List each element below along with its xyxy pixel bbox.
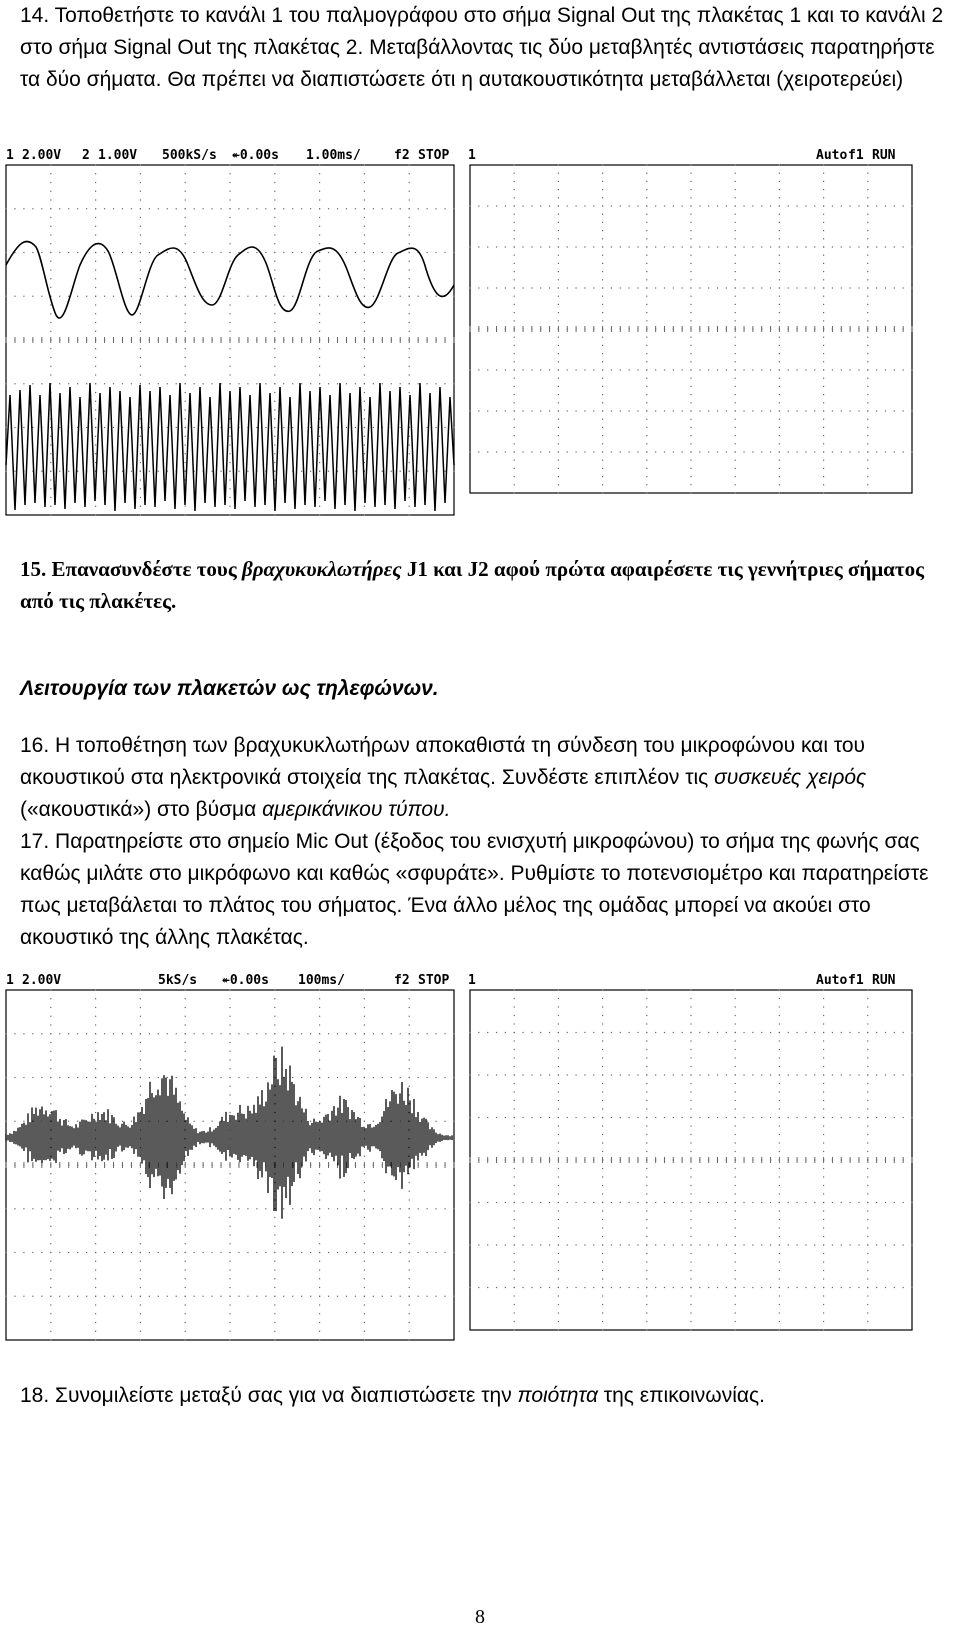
scope-3-trigger: f2 [394, 973, 410, 988]
scope-4-svg [466, 970, 918, 1340]
scope-3-delay: ↞0.00s [222, 973, 269, 988]
scope-1-ch2-label: 2 [82, 148, 90, 163]
step-18-text-2: της επικοινωνίας. [597, 1384, 765, 1407]
step-16-italic-1: συσκευές χειρός [714, 766, 867, 789]
step-16-text-2: («ακουστικά») στο βύσμα [20, 798, 263, 821]
scope-1-timebase: 1.00ms/ [306, 148, 361, 163]
oscilloscope-screenshot-3 [4, 970, 460, 1350]
scope-1-sample-rate: 500kS/s [162, 148, 217, 163]
scope-3-timebase: 100ms/ [298, 973, 345, 988]
page-number: 8 [475, 1606, 485, 1628]
scope-3-svg [4, 970, 460, 1350]
oscilloscope-screenshot-4 [466, 970, 918, 1340]
scope-2-state: RUN [872, 148, 896, 163]
step-16-paragraph [20, 730, 945, 826]
oscilloscope-screenshot-1 [4, 145, 460, 520]
scope-3-sample-rate: 5kS/s [158, 973, 198, 988]
scope-1-trigger: f2 [394, 148, 410, 163]
scope-4-trigger: f1 [848, 973, 864, 988]
step-16-italic-2: αμερικάνικου τύπου. [262, 798, 451, 821]
step-16-text-1: 16. Η τοποθέτηση των βραχυκυκλωτήρων αποκαθιστά τη σύνδεση του μικροφώνου και του ακουστικού στα ηλεκτρονικά στοιχεία της πλακέτας. Συνδέστε επιπλέον τις [20, 734, 865, 789]
scope-1-ch1-scale: 2.00V [22, 148, 62, 163]
scope-3-ch1-scale: 2.00V [22, 973, 62, 988]
oscilloscope-screenshot-2 [466, 145, 918, 500]
scope-4-mode: Auto [816, 973, 848, 988]
step-18-italic: ποιότητα [517, 1384, 598, 1407]
scope-4-ch-label: 1 [468, 973, 476, 988]
scope-1-delay: ↞0.00s [232, 148, 279, 163]
scope-2-trigger: f1 [848, 148, 864, 163]
step-17-text: 17. Παρατηρείστε στο σημείο Mic Out (έξοδος του ενισχυτή μικροφώνου) το σήμα της φωνής σας καθώς μιλάτε στο μικρόφωνο και καθώς «σφυράτε». Ρυθμίστε το ποτενσιομέτρο και παρατηρείστε πως μεταβάλεται το πλάτος του σήματος. Ένα άλλο μέλος της ομάδας μπορεί να ακούει στο ακουστικό της άλλης πλακέτας. [20, 830, 929, 949]
scope-4-state: RUN [872, 973, 896, 988]
scope-2-svg [466, 145, 918, 500]
scope-1-state: STOP [418, 148, 450, 163]
scope-1-ch1-label: 1 [6, 148, 14, 163]
scope-2-mode: Auto [816, 148, 848, 163]
scope-3-ch1-label: 1 [6, 973, 14, 988]
step-15-suffix: J1 και J2 αφού πρώτα αφαιρέσετε τις γεννήτριες σήματος από τις πλακέτες. [20, 557, 924, 613]
step-18-paragraph [20, 1380, 945, 1412]
scope-2-ch-label: 1 [468, 148, 476, 163]
step-15-italic: βραχυκυκλωτήρες [241, 557, 402, 581]
step-14-text: 14. Τοποθετήστε το κανάλι 1 του παλμογράφου στο σήμα Signal Out της πλακέτας 1 και το κανάλι 2 στο σήμα Signal Out της πλακέτας 2. Μεταβάλλοντας τις δύο μεταβλητές αντιστάσεις παρατηρήστε τα δύο σήματα. Θα πρέπει να διαπιστώσετε ότι η αυτακουστικότητα μεταβάλλεται (χειροτερεύει) [20, 4, 944, 91]
scope-3-state: STOP [418, 973, 450, 988]
step-18-text-1: 18. Συνομιλείστε μεταξύ σας για να διαπιστώσετε την [20, 1384, 518, 1407]
step-15-paragraph [20, 553, 945, 617]
step-17-paragraph [20, 826, 945, 954]
scope-1-ch2-scale: 1.00V [98, 148, 138, 163]
scope-1-svg [4, 145, 460, 520]
section-heading: Λειτουργία των πλακετών ως τηλεφώνων. [20, 677, 439, 700]
step-14-paragraph [20, 0, 945, 96]
step-15-prefix: 15. Επανασυνδέστε τους [20, 557, 242, 581]
